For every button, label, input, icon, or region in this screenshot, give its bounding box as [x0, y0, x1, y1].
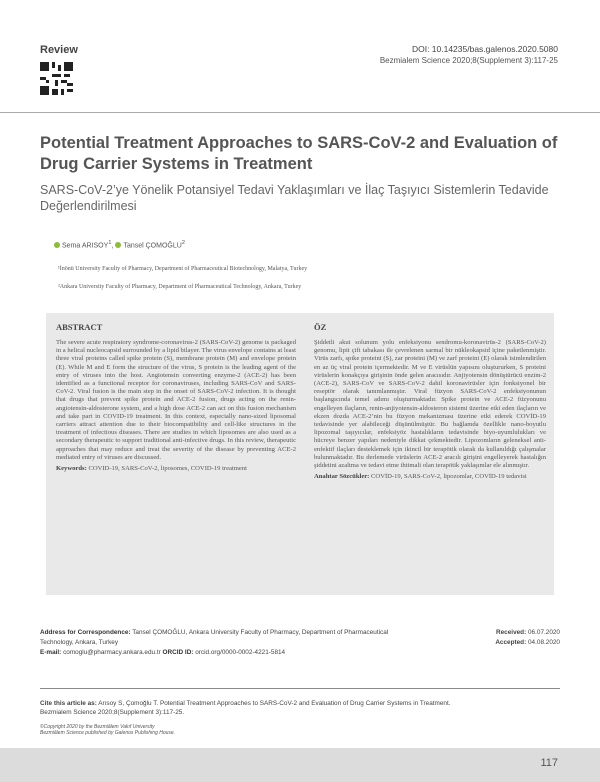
- correspondence: [40, 628, 400, 658]
- orcid-icon[interactable]: [54, 242, 60, 248]
- article-subtitle: SARS-CoV-2’ye Yönelik Potansiyel Tedavi Yaklaşımları ve İlaç Taşıyıcı Sistemlerin Tedavide Değerlendirilmesi: [40, 183, 549, 213]
- page-number: 117: [540, 757, 558, 769]
- abstract-column: [56, 322, 296, 473]
- keywords-label: Keywords:: [56, 465, 87, 473]
- accepted-label: Accepted:: [495, 639, 527, 646]
- header-divider: [0, 112, 600, 113]
- author-name: Tansel ÇOMOĞLU: [123, 242, 182, 250]
- received-label: Received:: [496, 629, 527, 636]
- received-date: 06.07.2020: [528, 629, 560, 636]
- affiliation: ²Ankara University Faculty of Pharmacy, Department of Pharmaceutical Technology, Ankara, Turkey: [58, 284, 302, 290]
- cite-this-article: [40, 699, 460, 717]
- copyright: [40, 724, 340, 736]
- oz-heading: ÖZ: [314, 322, 327, 332]
- oz-text: Şiddetli akut solunum yolu enfeksiyonu sendromu-koronavirüs-2 (SARS-CoV-2) genomu, lipit çift tabakası ile çevrelenen sarmal bir nükleokapsid içine paketlenmiştir. Virüs zarfı, spike proteini (S), zar proteini (M) ve zarf proteini (E) olarak isimlendirilen en az üç viral protein içermektedir. M ve E virüslün yapısını oluştururken, S proteini virüslerin konakçıya girişinin önde gelen aracısıdır. Anjiyotensin dönüştürücü enzim-2 (ACE-2), SARS-CoV ve SARS-CoV-2 dahil koronavirüsler için fonksiyonel bir reseptör olarak tanımlanmıştır. Viral füzyon SARS-CoV-2 enfeksiyonunun başlangıcında temel adımı oluşturmaktadır. Spike protein ve ACE-2 füzyonunu engelleyen ilaçların, renin-anjiyotensin-aldosteron sistemi üzerine etki eden ilaçların ve ekzen dozda ACE-2’nin bu füzyon mekanizması üzerine etki ederek COVİD-19 tedavisinde yer alabileceği düşünülmüştür. Bu bağlamda özellikle nano-boyutlu lipozomal taşıyıcılar, enfeksiyöz hastalıkların tedavisinde biyo-uyumlulukları ve hücreye benzer yapıları nedeniyle dikkat çekmektedir. Lipozomların geleneksel anti-enfektif ilaçları desteklemek için ikincil bir terapötik olarak da kullanıldığı çalışmalar bulunmaktadır. Bu derlemede virüslerin ACE-2 aracılı girişini engelleyerek hastalığın şiddetini azaltma ve tedavi etme ihtimali olan terapötik yaklaşımlar ele alınmıştır.: [314, 339, 546, 470]
- journal-citation: Bezmialem Science 2020;8(Supplement 3):117-25: [379, 56, 558, 65]
- copyright-line: ©Copyright 2020 by the Bezmiâlem Vakıf University: [40, 724, 155, 730]
- orcid-icon[interactable]: [115, 242, 121, 248]
- footer-divider: [40, 688, 560, 689]
- author-list: Sema ARISOY$^1$, Tansel ÇOMOĞLU$^2$: [54, 240, 185, 249]
- cite-label: Cite this article as:: [40, 700, 97, 707]
- abstract-text: The severe acute respiratory syndrome-coronavirus-2 (SARS-CoV-2) genome is packaged in a helical nucleocapsid surrounded by a lipid bilayer. The virus envelope contains at least three viral proteins called spike protein (S), membrane protein (M) and envelope protein (E). While M and E form the structure of the virus, S protein is the leading agent of the entry of viruses into the host. Angiotensin converting enzyme-2 (ACE-2) has been identified as a functional receptor for coronaviruses, including SARS-CoV and SARS-CoV-2. Viral fusion is the main step in the onset of SARS-CoV-2 infection. It is thought that drugs that prevent spike protein and ACE-2 fusion, drugs acting on the renin-angiotensin-aldosterone system, and a high dose ACE-2 can act on this fusion mechanism and take part in COVID-19 treatment. In this context, especially nano-sized liposomal carriers attract attention due to their biocompatibility and cell-like structures in the treatment of infectious diseases. There are studies in which liposomes are also used as a secondary therapeutic to support traditional anti-infective drugs. In this review, therapeutic approaches that may reduce and treat the severity of the disease by preventing ACE-2 mediated entry of viruses are discussed.: [56, 339, 296, 461]
- affiliation: ¹İnönü University Faculty of Pharmacy, Department of Pharmaceutical Biotechnology, Malatya, Turkey: [58, 266, 308, 272]
- email-link[interactable]: comoglu@pharmacy.ankara.edu.tr: [63, 649, 161, 656]
- dates: [450, 628, 560, 648]
- anahtar-text: COVİD-19, SARS-CoV-2, lipozomlar, COVİD-19 tedavisi: [371, 473, 527, 481]
- abstract-heading: ABSTRACT: [56, 322, 103, 332]
- section-label: Review: [40, 44, 78, 56]
- orcid-link[interactable]: orcid.org/0000-0002-4221-5814: [195, 649, 286, 656]
- orcid-label: ORCID ID:: [162, 649, 194, 656]
- publisher-line: Bezmiâlem Science published by Galenos Publishing House.: [40, 730, 176, 736]
- email-label: E-mail:: [40, 649, 62, 656]
- anahtar-sozcukler: [314, 473, 546, 481]
- footer-bar: [0, 748, 600, 782]
- anahtar-label: Anahtar Sözcükler:: [314, 473, 370, 481]
- author-sup: 1: [108, 240, 112, 246]
- abstract-box: [46, 313, 554, 595]
- cite-text: Arısoy S, Çomoğlu T. Potential Treatment Approaches to SARS-CoV-2 and Evaluation of Drug Carrier Systems in Treatment. Bezmialem Science 2020;8(Supplement 3):117-25.: [40, 700, 451, 716]
- author-name: Sema ARISOY: [62, 242, 109, 250]
- oz-column: [314, 322, 546, 481]
- correspondence-label: Address for Correspondence:: [40, 629, 131, 636]
- doi[interactable]: DOI: 10.14235/bas.galenos.2020.5080: [411, 44, 558, 54]
- correspondence-text: Tansel ÇOMOĞLU, Ankara University Faculty of Pharmacy, Department of Pharmaceutical Technology, Ankara, Turkey: [40, 629, 389, 646]
- keywords-text: COVID-19, SARS-CoV-2, liposomes, COVID-19 treatment: [88, 465, 247, 473]
- article-title: Potential Treatment Approaches to SARS-CoV-2 and Evaluation of Drug Carrier Systems in Treatment: [40, 134, 558, 173]
- qr-code-icon: [40, 62, 73, 95]
- accepted-date: 04.08.2020: [528, 639, 560, 646]
- keywords: [56, 465, 296, 473]
- author-sup: 2: [181, 240, 186, 246]
